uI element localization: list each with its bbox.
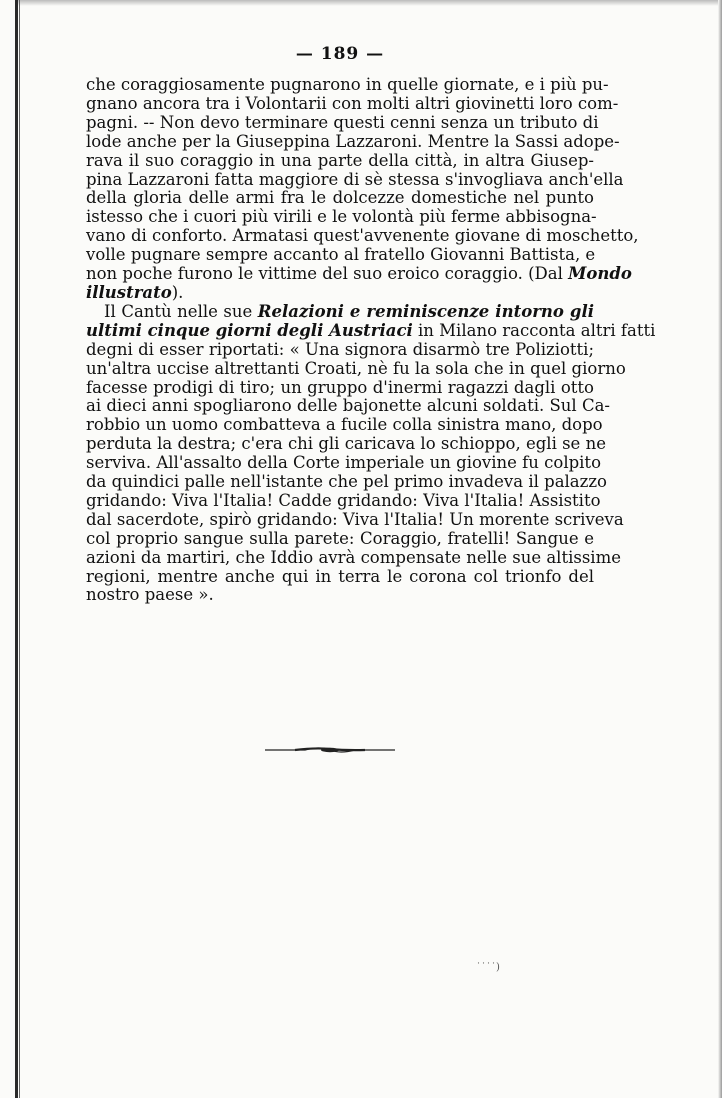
text-line — [86, 509, 624, 530]
text-line — [86, 434, 606, 454]
text-run: vano di conforto. Armatasi quest'avvenente giovane di moschetto, — [86, 226, 639, 246]
text-line — [86, 246, 594, 265]
text-run: ). — [171, 282, 184, 302]
paragraph — [86, 75, 639, 303]
italic-text: ultimi cinque giorni degli Austriaci — [86, 320, 413, 340]
text-line — [86, 530, 594, 549]
text-run: pina Lazzaroni fatta maggiore di sè stessa s'invogliava anch'ella — [86, 169, 624, 189]
text-run: che coraggiosamente pugnarono in quelle giornate, e i più pu- — [86, 75, 609, 94]
ornamental-rule — [265, 744, 395, 756]
paragraph — [86, 301, 656, 606]
text-run: non poche furono le vittime del suo eroico coraggio. (Dal — [86, 264, 569, 284]
page-top-edge — [18, 0, 718, 6]
text-line — [86, 586, 594, 605]
text-line — [86, 320, 656, 341]
text-line — [86, 379, 594, 398]
text-run: volle pugnare sempre accanto al fratello Giovanni Battista, e — [86, 245, 596, 265]
text-run: ai dieci anni spogliarono delle bajonette alcuni soldati. Sul Ca- — [86, 396, 610, 416]
text-run: col proprio sangue sulla parete: Coraggio, fratelli! Sangue e — [86, 528, 594, 548]
text-run: regioni, mentre anche qui in terra le corona col trionfo del — [86, 566, 594, 586]
text-run: serviva. All'assalto della Corte imperiale un giovine fu colpito — [86, 453, 601, 473]
binding-edge — [15, 0, 18, 1098]
italic-text: Mondo — [568, 264, 632, 284]
text-line — [86, 93, 619, 114]
text-run: pagni. -- Non devo terminare questi cenni senza un tributo di — [86, 112, 599, 132]
italic-text: Relazioni e reminiscenze intorno gli — [257, 301, 594, 321]
text-run: gridando: Viva l'Italia! Cadde gridando: Viva l'Italia! Assistito — [86, 490, 601, 510]
text-line — [86, 396, 610, 416]
text-run: dal sacerdote, spirò gridando: Viva l'Italia! Un morente scriveva — [86, 509, 624, 529]
text-line — [86, 75, 609, 95]
text-run: da quindici palle nell'istante che pel primo invadeva il palazzo — [86, 472, 607, 492]
text-run: nostro paese ». — [86, 585, 214, 605]
italic-text: illustrato — [86, 282, 172, 302]
text-line — [86, 112, 599, 133]
text-line — [86, 341, 594, 360]
text-line — [86, 415, 603, 435]
text-line — [86, 358, 626, 379]
page-number: — 189 — — [295, 44, 385, 64]
text-line — [86, 472, 607, 492]
text-line — [86, 284, 594, 303]
text-line — [86, 152, 594, 171]
text-run: lode anche per la Giuseppina Lazzaroni. Mentre la Sassi adope- — [86, 131, 620, 151]
text-line — [86, 264, 632, 284]
text-line — [86, 131, 620, 152]
text-line — [86, 169, 624, 190]
text-line — [86, 226, 639, 246]
binding-edge-inner — [19, 0, 20, 1098]
text-run: gnano ancora tra i Volontarii con molti altri giovinetti loro com- — [86, 93, 619, 113]
text-run: un'altra uccise altrettanti Croati, nè fu la sola che in quel giorno — [86, 358, 626, 378]
text-run: della gloria delle armi fra le dolcezze domestiche nel punto — [86, 188, 594, 208]
text-run: in Milano racconta altri fatti — [412, 320, 656, 340]
text-line — [86, 189, 594, 208]
text-run: Il Cantù nelle sue — [104, 301, 258, 321]
text-run: facesse prodigi di tiro; un gruppo d'inermi ragazzi dagli otto — [86, 377, 594, 397]
text-run: degni di esser riportati: « Una signora disarmò tre Poliziotti; — [86, 339, 594, 359]
text-line — [86, 547, 621, 568]
text-line — [86, 568, 594, 587]
text-run: azioni da martiri, che Iddio avrà compensate nelle sue altissime — [86, 547, 621, 567]
body-text — [86, 75, 656, 605]
text-line — [86, 303, 594, 322]
text-line — [86, 490, 601, 511]
text-line — [86, 453, 601, 473]
text-run: rava il suo coraggio in una parte della città, in altra Giusep- — [86, 150, 594, 170]
text-run: perduta la destra; c'era chi gli caricava lo schioppo, egli se ne — [86, 434, 606, 454]
text-line — [86, 207, 597, 227]
smudge-mark: ˙˙˙˙) — [476, 962, 500, 973]
page-right-edge — [718, 0, 722, 1098]
text-run: robbio un uomo combatteva a fucile colla sinistra mano, dopo — [86, 415, 603, 435]
text-run: istesso che i cuori più virili e le volontà più ferme abbisogna- — [86, 207, 597, 227]
